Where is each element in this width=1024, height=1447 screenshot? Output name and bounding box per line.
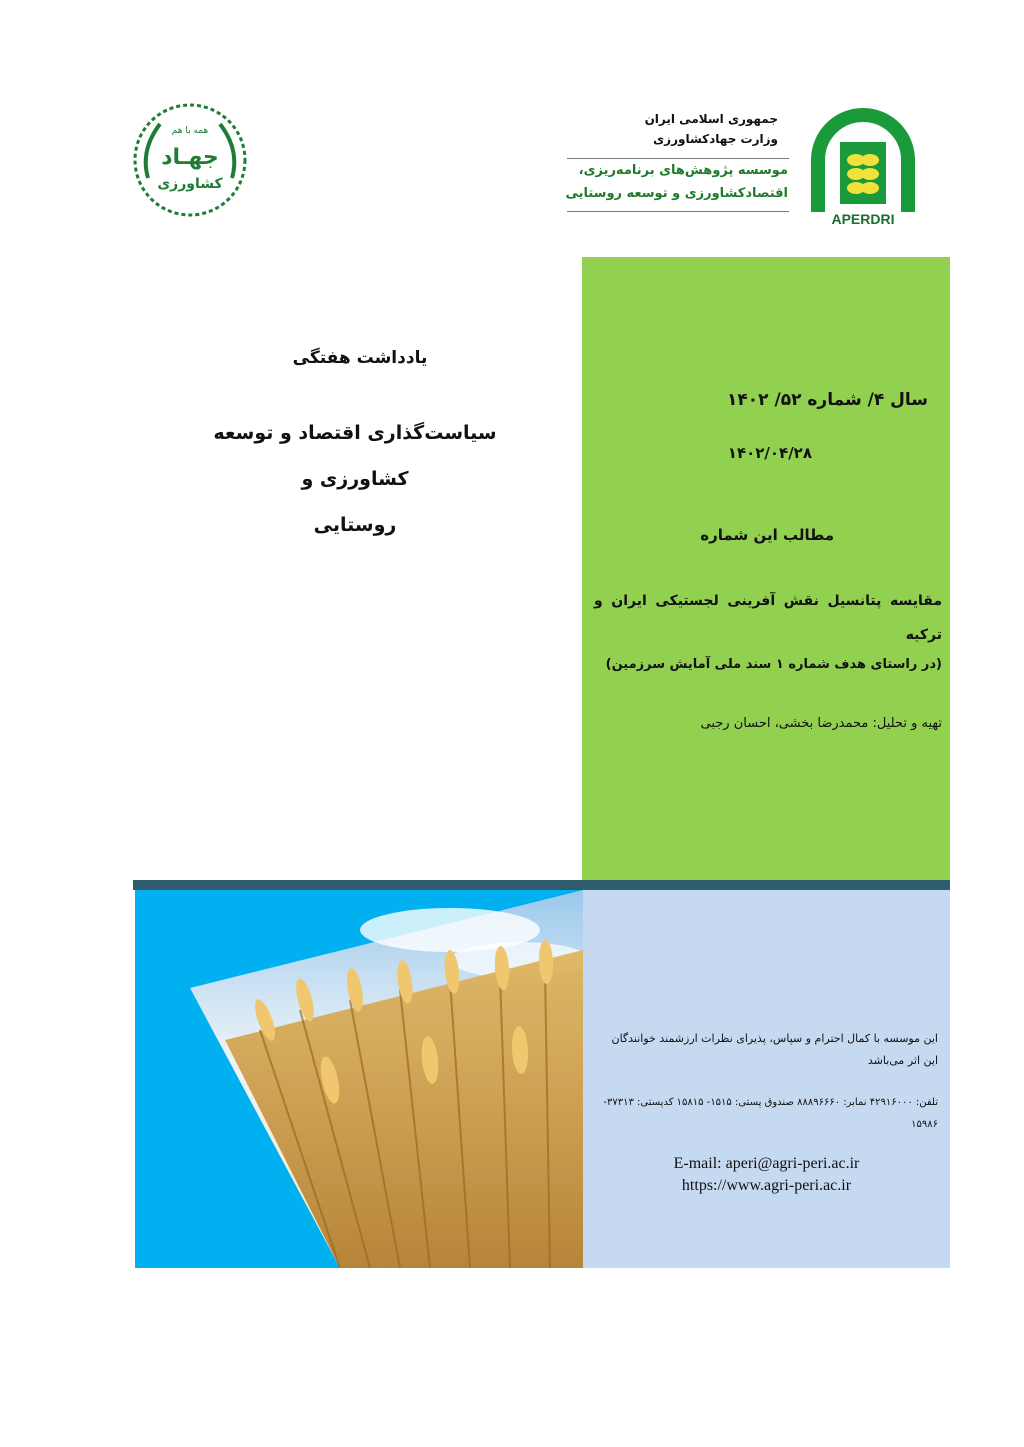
contact-info-panel xyxy=(583,890,950,1268)
contact-email[interactable]: E-mail: aperi@agri-peri.ac.ir xyxy=(673,1155,860,1172)
aperdri-logo xyxy=(800,102,926,228)
article-authors: تهیه و تحلیل: محمدرضا بخشی، احسان رجبی xyxy=(700,716,942,731)
jahad-keshavarzi-logo xyxy=(130,100,250,220)
divider-bar xyxy=(133,880,950,890)
wheat-field-image xyxy=(190,890,583,1268)
svg-text:همه با هم: همه با هم xyxy=(171,126,209,136)
svg-text:کشاورزی: کشاورزی xyxy=(157,176,223,192)
contact-numbers: تلفن: ۴۲۹۱۶۰۰۰ نمابر: ۸۸۸۹۶۶۶۰ صندوق پستی: ۱۵۱۵- ۱۵۸۱۵ کدپستی: ۳۷۳۱۳- ۱۵۹۸۶ xyxy=(603,1097,938,1130)
main-title xyxy=(170,410,540,548)
ministry-name: وزارت جهادکشاورزی xyxy=(653,132,778,146)
institute-name-line1: موسسه پژوهش‌های برنامه‌ریزی، xyxy=(578,163,788,178)
issue-info-panel xyxy=(582,257,950,881)
article-subtitle: (در راستای هدف شماره ۱ سند ملی آمایش سرزمین) xyxy=(605,657,942,672)
website-link[interactable]: https://www.agri-peri.ac.ir xyxy=(681,1177,852,1194)
issue-number: سال ۴/ شماره ۵۲/ ۱۴۰۲ xyxy=(727,390,928,410)
main-title-line2: روستایی xyxy=(313,514,397,536)
contents-heading: مطالب این شماره xyxy=(700,526,834,544)
institute-name-line2: اقتصادکشاورزی و توسعه روستایی xyxy=(565,186,788,201)
svg-text:جهـاد: جهـاد xyxy=(161,145,219,170)
weekly-note-label: یادداشت هفتگی xyxy=(292,348,428,368)
government-name: جمهوری اسلامی ایران xyxy=(644,112,778,126)
svg-text:APERDRI: APERDRI xyxy=(831,211,895,227)
issue-date: ۱۴۰۲/۰۴/۲۸ xyxy=(727,444,812,462)
article-title: مقایسه پتانسیل نقش آفرینی لجستیکی ایران و ترکیه xyxy=(594,593,942,643)
main-title-line1: سیاست‌گذاری اقتصاد و توسعه کشاورزی و xyxy=(213,422,497,490)
feedback-note: این موسسه با کمال احترام و سپاس، پذیرای نظرات ارزشمند خوانندگان این اثر می‌باشد xyxy=(611,1032,938,1067)
